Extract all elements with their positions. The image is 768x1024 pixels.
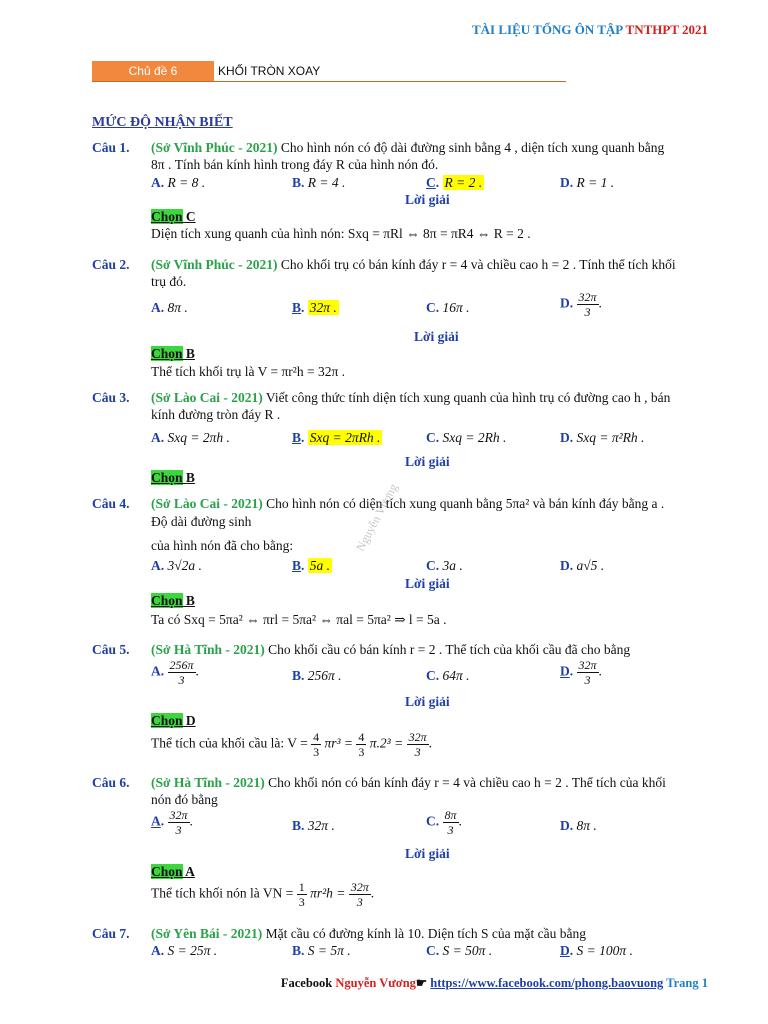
solution-heading: Lời giải: [405, 846, 450, 861]
question-line: kính đường tròn đáy R .: [151, 407, 281, 422]
topic-title: KHỐI TRÒN XOAY: [218, 64, 321, 78]
solution-heading: Lời giải: [405, 192, 450, 207]
question-number: Câu 4.: [92, 496, 130, 511]
option-a[interactable]: A. Sxq = 2πh .: [151, 430, 230, 445]
option-a[interactable]: A. $\frac{32\pi}{3}$ .: [151, 808, 193, 837]
solution-heading: Lời giải: [405, 694, 450, 709]
question-text: [151, 926, 586, 942]
option-d[interactable]: D. $\frac{32\pi}{3}$ .: [560, 290, 602, 319]
option-c[interactable]: C. 3a .: [426, 558, 463, 573]
question-text: [151, 257, 676, 273]
question-text: [151, 390, 670, 406]
option-d[interactable]: D. R = 1 .: [560, 175, 615, 190]
question-line: nón đó bằng: [151, 792, 218, 807]
question-number: Câu 1.: [92, 140, 130, 155]
question-line: Mặt cầu có đường kính là 10. Diện tích S của mặt cầu bằng: [265, 926, 586, 941]
question-number: Câu 2.: [92, 257, 130, 272]
option-d[interactable]: D. Sxq = π²Rh .: [560, 430, 645, 445]
topic-divider: [92, 81, 566, 82]
hand-pointer-icon: ☛: [415, 976, 428, 990]
solution-text: Thể tích của khối cầu là: V = $\frac{4}{3}$ πr³ = $\frac{4}{3}$ π.2³ = $\frac{32\pi}{3}$ .: [151, 730, 432, 759]
question-source: (Sở Hà Tĩnh - 2021): [151, 642, 265, 657]
solution-heading: Lời giải: [405, 454, 450, 469]
option-c[interactable]: C. S = 50π .: [426, 943, 493, 958]
question-text: [151, 775, 666, 791]
question-line: 8π . Tính bán kính hình trong đáy R của hình nón đó.: [151, 157, 439, 172]
solution-text: Thể tích khối trụ là V = πr²h = 32π .: [151, 364, 346, 379]
footer-label: Facebook: [280, 976, 333, 990]
option-a[interactable]: A. R = 8 .: [151, 175, 206, 190]
facebook-link[interactable]: https://www.facebook.com/phong.baovuong: [430, 976, 664, 990]
question-line: trụ đó.: [151, 274, 187, 289]
question-source: (Sở Vĩnh Phúc - 2021): [151, 257, 278, 272]
question-source: (Sở Yên Bái - 2021): [151, 926, 263, 941]
option-b[interactable]: B. S = 5π .: [292, 943, 351, 958]
option-b[interactable]: B. 32π .: [292, 300, 337, 315]
option-c[interactable]: C. R = 2 .: [426, 175, 483, 190]
level-heading: MỨC ĐỘ NHẬN BIẾT: [92, 115, 233, 130]
answer-choice: Chọn A: [151, 864, 195, 879]
option-b[interactable]: B. 32π .: [292, 818, 335, 833]
option-d[interactable]: D. 8π .: [560, 818, 597, 833]
question-text: [151, 496, 664, 512]
doc-title-main: TÀI LIỆU TỔNG ÔN TẬP: [472, 22, 623, 37]
question-line: Cho khối trụ có bán kính đáy r = 4 và chiều cao h = 2 . Tính thể tích khối: [280, 257, 676, 272]
question-line: Cho khối cầu có bán kính r = 2 . Thể tích của khối cầu đã cho bằng: [268, 642, 631, 657]
document-title: [472, 22, 708, 38]
solution-text: Thể tích khối nón là VN = $\frac{1}{3}$ πr²h = $\frac{32\pi}{3}$ .: [151, 880, 375, 909]
option-d[interactable]: D. S = 100π .: [560, 943, 633, 958]
question-number: Câu 3.: [92, 390, 130, 405]
topic-label: Chủ đề 6: [92, 61, 214, 81]
question-text: [151, 642, 630, 658]
question-line: Cho hình nón có độ dài đường sinh bằng 4 , diện tích xung quanh bằng: [280, 140, 665, 155]
question-line: Viết công thức tính diện tích xung quanh của hình trụ có đường cao h , bán: [265, 390, 671, 405]
answer-choice: Chọn B: [151, 470, 195, 485]
question-line: của hình nón đã cho bằng:: [151, 538, 294, 553]
question-source: (Sở Lào Cai - 2021): [151, 390, 263, 405]
option-b[interactable]: B. 5a .: [292, 558, 331, 573]
option-d[interactable]: D. a√5 .: [560, 558, 605, 573]
answer-choice: Chọn B: [151, 346, 195, 361]
option-b[interactable]: B. R = 4 .: [292, 175, 346, 190]
watermark: Nguyễn Vương: [353, 481, 401, 554]
solution-heading: Lời giải: [414, 329, 459, 344]
option-c[interactable]: C. 16π .: [426, 300, 470, 315]
question-number: Câu 6.: [92, 775, 130, 790]
option-c[interactable]: C. 64π .: [426, 668, 470, 683]
answer-choice: Chọn D: [151, 713, 196, 728]
question-line: Cho hình nón có diện tích xung quanh bằng 5πa² và bán kính đáy bằng a .: [266, 496, 665, 511]
solution-text: Diện tích xung quanh của hình nón: Sxq = πRl ⇔ 8π = πR4 ⇔ R = 2 .: [151, 226, 531, 241]
question-number: Câu 5.: [92, 642, 130, 657]
question-text: [151, 140, 664, 156]
question-line: Cho khối nón có bán kính đáy r = 4 và chiều cao h = 2 . Thể tích của khối: [268, 775, 666, 790]
question-line: Độ dài đường sinh: [151, 514, 252, 529]
question-source: (Sở Vĩnh Phúc - 2021): [151, 140, 278, 155]
footer: [281, 975, 708, 991]
option-c[interactable]: C. $\frac{8\pi}{3}$ .: [426, 808, 462, 837]
option-c[interactable]: C. Sxq = 2Rh .: [426, 430, 507, 445]
question-number: Câu 7.: [92, 926, 130, 941]
page-number: Trang 1: [666, 976, 708, 990]
solution-text: Ta có Sxq = 5πa² ⇔ πrl = 5πa² ⇔ πal = 5πa² ⇒ l = 5a .: [151, 612, 447, 627]
option-a[interactable]: A. S = 25π .: [151, 943, 218, 958]
answer-choice: Chọn C: [151, 209, 196, 224]
answer-choice: Chọn B: [151, 593, 195, 608]
question-source: (Sở Hà Tĩnh - 2021): [151, 775, 265, 790]
doc-title-year: TNTHPT 2021: [625, 22, 708, 37]
author-name: Nguyễn Vương: [335, 976, 416, 990]
option-d[interactable]: D. $\frac{32\pi}{3}$ .: [560, 658, 602, 687]
option-a[interactable]: A. 3√2a .: [151, 558, 202, 573]
option-a[interactable]: A. 8π .: [151, 300, 188, 315]
option-b[interactable]: B. Sxq = 2πRh .: [292, 430, 381, 445]
option-b[interactable]: B. 256π .: [292, 668, 342, 683]
question-source: (Sở Lào Cai - 2021): [151, 496, 263, 511]
option-a[interactable]: A. $\frac{256\pi}{3}$ .: [151, 658, 199, 687]
solution-heading: Lời giải: [405, 576, 450, 591]
